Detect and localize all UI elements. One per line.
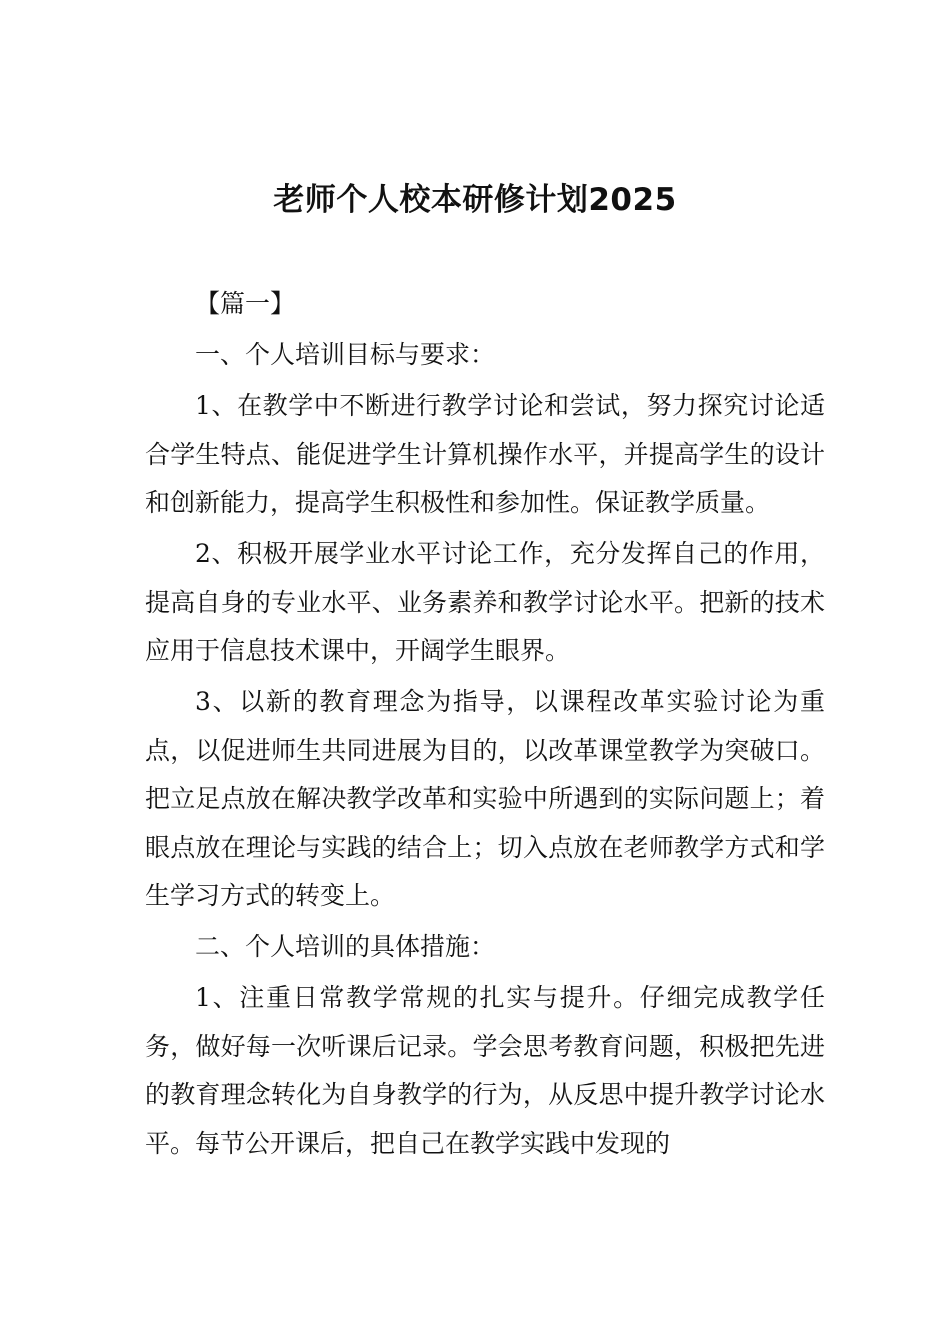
- paragraph-goal-1: 1、在教学中不断进行教学讨论和尝试，努力探究讨论适合学生特点、能促进学生计算机操作水平，并提高学生的设计和创新能力，提高学生积极性和参加性。保证教学质量。: [145, 391, 825, 517]
- paragraph-measure-1: 1、注重日常教学常规的扎实与提升。仔细完成教学任务，做好每一次听课后记录。学会思考教育问题，积极把先进的教育理念转化为自身教学的行为，从反思中提升教学讨论水平。每节公开课后，把自己在教学实践中发现的: [145, 983, 825, 1158]
- paragraph-goal-3: 3、以新的教育理念为指导，以课程改革实验讨论为重点，以促进师生共同进展为目的，以改革课堂教学为突破口。把立足点放在解决教学改革和实验中所遇到的实际问题上；着眼点放在理论与实践的结合上；切入点放在老师教学方式和学生学习方式的转变上。: [145, 687, 825, 910]
- document-body: [145, 280, 825, 1171]
- section-heading-part-one: 【篇一】: [195, 289, 296, 318]
- document-title: 老师个人校本研修计划2025: [273, 182, 677, 218]
- section-heading-measures: 二、个人培训的具体措施：: [195, 932, 496, 961]
- paragraph-goal-2: 2、积极开展学业水平讨论工作，充分发挥自己的作用，提高自身的专业水平、业务素养和教学讨论水平。把新的技术应用于信息技术课中，开阔学生眼界。: [145, 539, 825, 665]
- section-heading-goals: 一、个人培训目标与要求：: [195, 340, 496, 369]
